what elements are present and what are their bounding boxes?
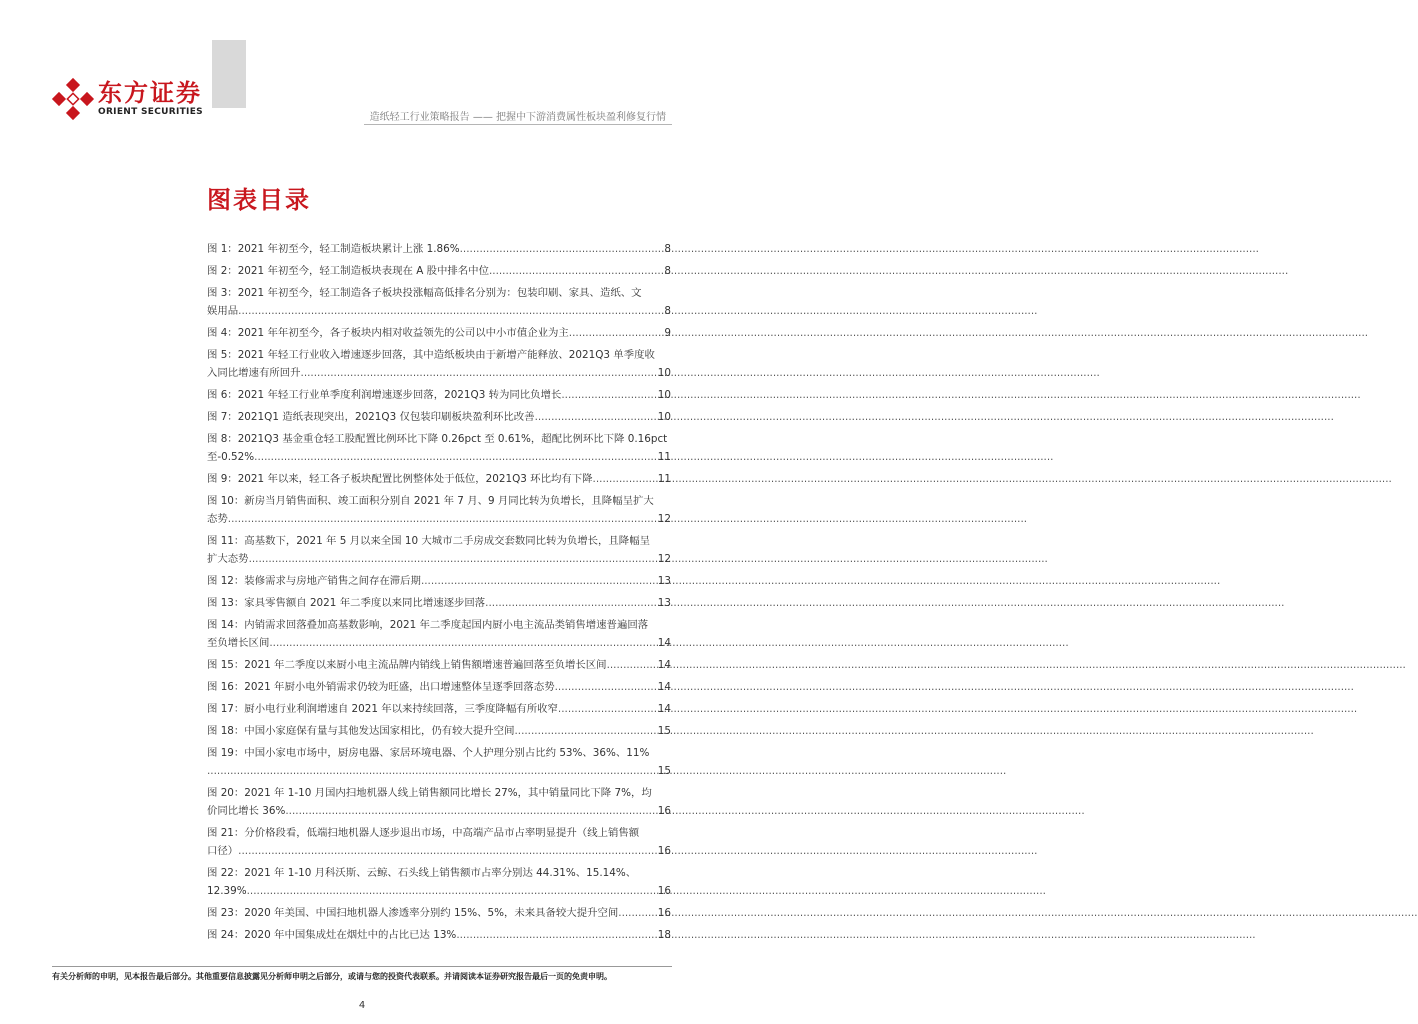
toc-entry[interactable] — [207, 470, 671, 488]
brand-name-cn: 东方证券 — [98, 79, 202, 107]
toc-entry-text: 图 14：内销需求回落叠加高基数影响，2021 年二季度起国内厨小电主流品类销售增速普遍回落 — [207, 619, 649, 631]
toc-entry[interactable] — [207, 324, 671, 342]
toc-title: 图表目录 — [207, 186, 311, 214]
toc-entry[interactable] — [207, 744, 671, 780]
toc-leader-dots — [569, 324, 664, 342]
toc-leader-dots — [514, 722, 656, 740]
toc-entry-text: 图 18：中国小家庭保有量与其他发达国家相比，仍有较大提升空间 — [207, 725, 515, 737]
toc-entry-page: 10 — [657, 389, 671, 401]
toc-entry-page: 11 — [657, 473, 671, 485]
toc-leader-dots — [593, 470, 657, 488]
toc-entry-text: 图 11：高基数下，2021 年 5 月以来全国 10 大城市二手房成交套数同比转为负增长，且降幅呈 — [207, 535, 650, 547]
toc-entry-text: 图 16：2021 年厨小电外销需求仍较为旺盛，出口增速整体呈逐季回落态势 — [207, 681, 555, 693]
brand-name-en: ORIENT SECURITIES — [98, 107, 203, 117]
toc-entry[interactable] — [207, 262, 671, 280]
toc-entry-text: 图 3：2021 年初至今，轻工制造各子板块投涨幅高低排名分别为：包装印刷、家具、造纸、文 — [207, 287, 642, 299]
toc-entry-text: 图 20：2021 年 1-10 月国内扫地机器人线上销售额同比增长 27%，其中销量同比下降 7%，均 — [207, 787, 652, 799]
toc-leader-dots — [249, 550, 657, 568]
toc-leader-dots — [238, 842, 657, 860]
toc-entry-page: 16 — [657, 885, 671, 897]
toc-entry[interactable] — [207, 784, 671, 820]
toc-entry-text: 图 21：分价格段看，低端扫地机器人逐步退出市场，中高端产品市占率明显提升（线上销售额 — [207, 827, 640, 839]
toc-entry-text: 图 17：厨小电行业利润增速自 2021 年以来持续回落，三季度降幅有所收窄 — [207, 703, 558, 715]
toc-entry[interactable] — [207, 864, 671, 900]
toc-entry-text: 图 6：2021 年轻工行业单季度利润增速逐步回落，2021Q3 转为同比负增长 — [207, 389, 562, 401]
toc-entry-page: 8 — [664, 243, 671, 255]
toc-entry-text: 图 22：2021 年 1-10 月科沃斯、云鲸、石头线上销售额市占率分别达 44.31%、15.14%、 — [207, 867, 637, 879]
toc-entry[interactable] — [207, 430, 671, 466]
table-of-figures — [207, 240, 671, 948]
toc-entry-text: 扩大态势 — [207, 553, 249, 565]
toc-entry-text: 价同比增长 36% — [207, 805, 286, 817]
toc-entry[interactable] — [207, 346, 671, 382]
toc-leader-dots — [301, 364, 657, 382]
toc-entry-text: 至-0.52% — [207, 451, 255, 463]
toc-entry-text: 图 9：2021 年以来，轻工各子板块配置比例整体处于低位，2021Q3 环比均有下降 — [207, 473, 593, 485]
toc-entry-page: 15 — [657, 765, 671, 777]
toc-entry-page: 8 — [664, 265, 671, 277]
header-divider — [364, 124, 672, 125]
toc-entry-text: 入同比增速有所回升 — [207, 367, 301, 379]
page-number: 4 — [358, 1000, 366, 1011]
toc-entry-page: 14 — [657, 681, 671, 693]
toc-leader-dots — [558, 700, 657, 718]
toc-entry[interactable] — [207, 408, 671, 426]
toc-leader-dots — [228, 510, 657, 528]
toc-leader-dots — [485, 594, 657, 612]
toc-leader-dots — [561, 386, 656, 404]
toc-entry[interactable] — [207, 616, 671, 652]
toc-leader-dots — [285, 802, 656, 820]
toc-leader-dots — [555, 678, 657, 696]
toc-entry[interactable] — [207, 656, 671, 674]
toc-entry[interactable] — [207, 904, 671, 922]
toc-entry-text: 图 1：2021 年初至今，轻工制造板块累计上涨 1.86% — [207, 243, 460, 255]
footer-disclaimer: 有关分析师的申明，见本报告最后部分。其他重要信息披露见分析师申明之后部分，或请与您的投资代表联系。并请阅读本证券研究报告最后一页的免责申明。 — [52, 972, 612, 981]
toc-entry-text: 至负增长区间 — [207, 637, 270, 649]
toc-entry-text: 图 13：家具零售额自 2021 年二季度以来同比增速逐步回落 — [207, 597, 486, 609]
toc-leader-dots — [460, 240, 664, 258]
toc-entry[interactable] — [207, 700, 671, 718]
toc-leader-dots — [607, 656, 657, 674]
toc-entry[interactable] — [207, 678, 671, 696]
toc-entry[interactable] — [207, 492, 671, 528]
toc-entry[interactable] — [207, 386, 671, 404]
toc-leader-dots — [254, 448, 657, 466]
report-subtitle: 造纸轻工行业策略报告 —— 把握中下游消费属性板块盈利修复行情 — [369, 112, 666, 123]
toc-entry-text: 图 23：2020 年美国、中国扫地机器人渗透率分别约 15%、5%，未来具备较大提升空间 — [207, 907, 619, 919]
toc-entry[interactable] — [207, 722, 671, 740]
toc-entry[interactable] — [207, 824, 671, 860]
toc-leader-dots — [247, 882, 657, 900]
toc-leader-dots — [238, 302, 663, 320]
toc-entry-text: 12.39% — [207, 885, 247, 897]
toc-leader-dots — [618, 904, 657, 922]
toc-entry[interactable] — [207, 926, 671, 944]
toc-entry-page: 10 — [657, 367, 671, 379]
toc-entry-text: 娱用品 — [207, 305, 239, 317]
toc-entry-page: 12 — [657, 513, 671, 525]
toc-entry-text: 图 19：中国小家电市场中，厨房电器、家居环境电器、个人护理分别占比约 53%、36%、11% — [207, 747, 650, 759]
toc-entry-text: 图 8：2021Q3 基金重仓轻工股配置比例环比下降 0.26pct 至 0.61%，超配比例环比下降 0.16pct — [207, 433, 668, 445]
toc-entry-page: 18 — [657, 929, 671, 941]
toc-leader-dots — [489, 262, 663, 280]
toc-entry-page: 9 — [664, 327, 671, 339]
toc-entry-page: 15 — [657, 725, 671, 737]
toc-entry-text: 图 4：2021 年年初至今，各子板块内相对收益领先的公司以中小市值企业为主 — [207, 327, 569, 339]
toc-entry-text: 图 15：2021 年二季度以来厨小电主流品牌内销线上销售额增速普遍回落至负增长区间 — [207, 659, 607, 671]
toc-entry-text: 图 12：装修需求与房地产销售之间存在滞后期 — [207, 575, 421, 587]
toc-entry-page: 14 — [657, 659, 671, 671]
toc-entry-page: 14 — [657, 703, 671, 715]
toc-leader-dots — [269, 634, 656, 652]
toc-entry-text: 图 5：2021 年轻工行业收入增速逐步回落，其中造纸板块由于新增产能释放、2021Q3 单季度收 — [207, 349, 655, 361]
toc-entry-text: 图 7：2021Q1 造纸表现突出，2021Q3 仅包装印刷板块盈利环比改善 — [207, 411, 535, 423]
brand-logo — [52, 78, 203, 120]
toc-leader-dots — [207, 762, 657, 780]
toc-entry[interactable] — [207, 284, 671, 320]
orient-securities-logo-icon — [52, 78, 94, 120]
toc-entry-text: 图 10：新房当月销售面积、竣工面积分别自 2021 年 7 月、9 月同比转为负增长，且降幅呈扩大 — [207, 495, 654, 507]
toc-entry-page: 16 — [657, 907, 671, 919]
toc-entry-page: 8 — [664, 305, 671, 317]
toc-entry[interactable] — [207, 594, 671, 612]
toc-entry-page: 16 — [657, 845, 671, 857]
toc-entry-text: 口径） — [207, 845, 239, 857]
toc-entry-page: 13 — [657, 575, 671, 587]
toc-entry[interactable] — [207, 532, 671, 568]
toc-entry-page: 14 — [657, 637, 671, 649]
toc-entry-text: 图 2：2021 年初至今，轻工制造板块表现在 A 股中排名中位 — [207, 265, 489, 277]
toc-entry-page: 16 — [657, 805, 671, 817]
footer-divider — [52, 966, 672, 967]
header-decoration-bar — [212, 40, 246, 108]
toc-leader-dots — [535, 408, 657, 426]
toc-entry-page: 13 — [657, 597, 671, 609]
toc-leader-dots — [421, 572, 657, 590]
toc-entry-text: 态势 — [207, 513, 228, 525]
toc-entry-text: 图 24：2020 年中国集成灶在烟灶中的占比已达 13% — [207, 929, 457, 941]
toc-entry-page: 11 — [657, 451, 671, 463]
toc-leader-dots — [456, 926, 656, 944]
toc-entry[interactable] — [207, 240, 671, 258]
toc-entry-page: 12 — [657, 553, 671, 565]
toc-entry-page: 10 — [657, 411, 671, 423]
toc-entry[interactable] — [207, 572, 671, 590]
